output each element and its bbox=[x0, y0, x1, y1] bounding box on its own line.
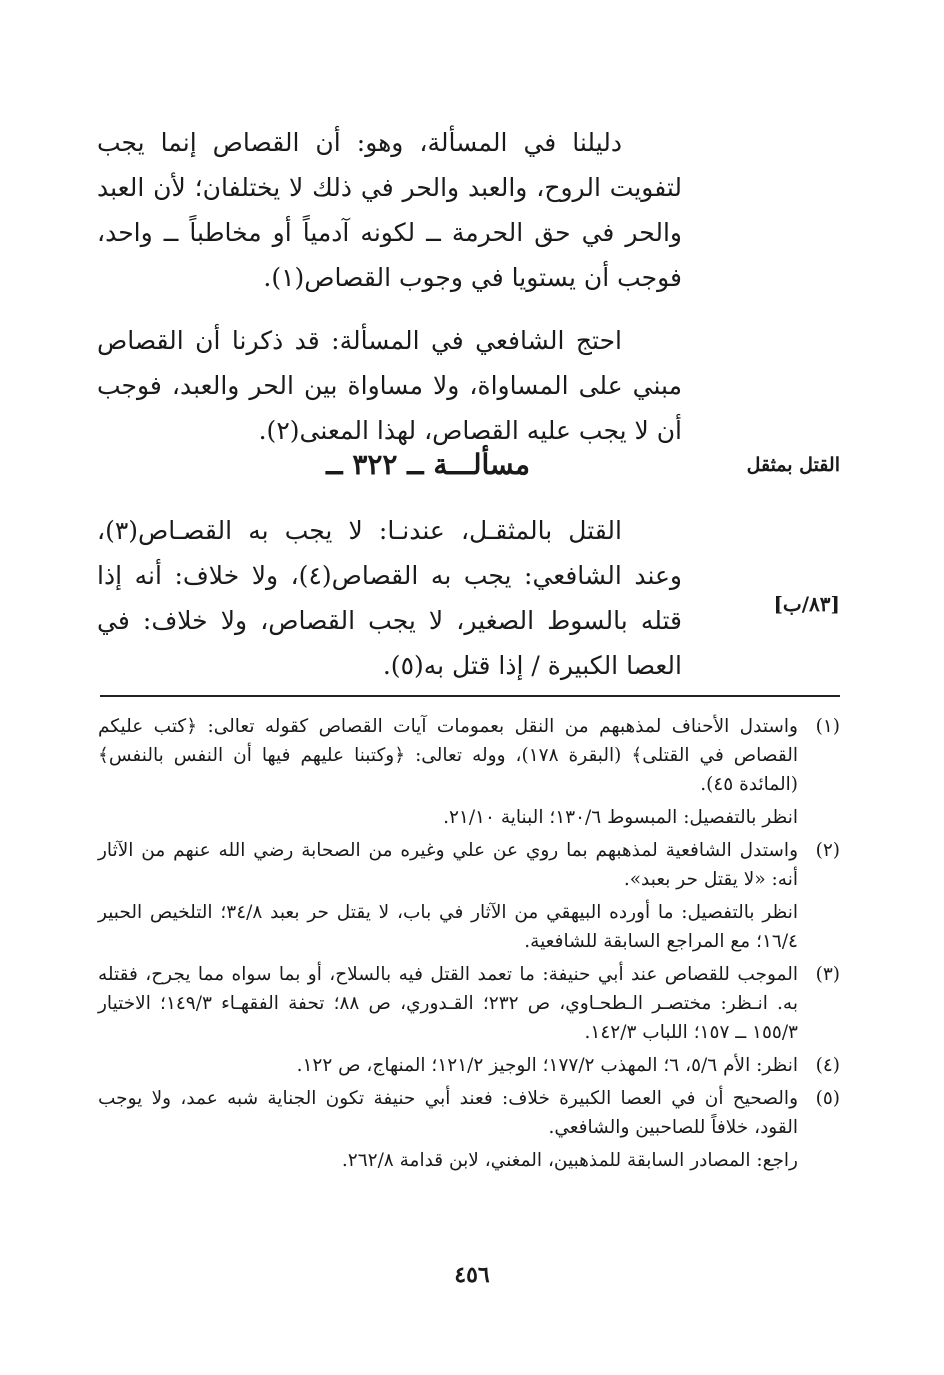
footnote bbox=[98, 1084, 840, 1142]
page-number-text: ٤٥٦ bbox=[454, 1262, 490, 1288]
footnote bbox=[98, 960, 840, 1047]
folio-marker: [٨٣/ب] bbox=[773, 592, 840, 616]
footnote-separator bbox=[100, 695, 840, 697]
paragraph-proof: دليلنا في المسألة، وهو: أن القصاص إنما يجب لتفويت الروح، والعبد والحر في ذلك لا يختلفان؛ لأن العبد والحر في حق الحرمة ــ لكونه آدمياً أو مخاطباً ــ واحد، فوجب أن يستويا في وجوب القصاص(١). bbox=[97, 128, 682, 292]
page-number bbox=[0, 1262, 944, 1288]
paragraph-killing-with-heavy-object: القتل بالمثقـل، عندنـا: لا يجب به القصـاص(٣)، وعند الشافعي: يجب به القصاص(٤)، ولا خلاف: أنه إذا قتله بالسوط الصغير، لا يجب القصاص، ولا خلاف: في العصا الكبيرة / إذا قتل به(٥). bbox=[97, 516, 683, 680]
footnote-number: (٢) bbox=[815, 840, 840, 861]
footnote-number: (١) bbox=[815, 716, 840, 737]
paragraph-shafii-argument: احتج الشافعي في المسألة: قد ذكرنا أن القصاص مبني على المساواة، ولا مساواة بين الحر والعبد، فوجب أن لا يجب عليه القصاص، لهذا المعنى(٢). bbox=[97, 326, 682, 445]
footnote-reference: انظر بالتفصيل: ما أورده البيهقي من الآثار في باب، لا يقتل حر بعبد ٣٤/٨؛ التلخيص الحبير ١٦/٤؛ مع المراجع السابقة للشافعية. bbox=[98, 902, 799, 952]
footnote-text: واستدل الأحناف لمذهبهم من النقل بعمومات آيات القصاص كقوله تعالى: ﴿كتب عليكم القصاص في القتلى﴾ (البقرة ١٧٨)، ووله تعالى: ﴿وكتبنا عليهم فيها أن النفس بالنفس﴾ (المائدة ٤٥). bbox=[98, 716, 798, 795]
footnote-text: انظر: الأم ٥/٦، ٦؛ المهذب ١٧٧/٢؛ الوجيز ١٢١/٢؛ المنهاج، ص ١٢٢. bbox=[296, 1055, 798, 1076]
footnote-text: الموجب للقصاص عند أبي حنيفة: ما تعمد القتل فيه بالسلاح، أو بما سواه مما يجرح، فقتله به. انـظر: مختصـر الـطحـاوي، ص ٢٣٢؛ القـدوري، ص ٨٨؛ تحفة الفقهـاء ١٤٩/٣؛ الاختيار ١٥٥/٣ ــ ١٥٧؛ اللباب ١٤٢/٣. bbox=[98, 964, 798, 1043]
footnote-reference: راجع: المصادر السابقة للمذهبين، المغني، لابن قدامة ٢٦٢/٨. bbox=[341, 1150, 798, 1171]
footnote bbox=[98, 1051, 840, 1080]
issue-heading: مسألـــة ــ ٣٢٢ ــ bbox=[326, 448, 530, 481]
footnote bbox=[98, 712, 840, 799]
footnotes bbox=[98, 712, 840, 1179]
issue-heading-row bbox=[98, 448, 840, 498]
footnote-number: (٥) bbox=[815, 1088, 840, 1109]
main-text-block bbox=[97, 120, 682, 453]
footnote-reference: انظر بالتفصيل: المبسوط ١٣٠/٦؛ البناية ٢١/١٠. bbox=[443, 807, 798, 828]
footnote bbox=[98, 836, 840, 894]
margin-note-topic: القتل بمثقل bbox=[746, 454, 840, 476]
footnote-number: (٤) bbox=[815, 1055, 840, 1076]
footnote-number: (٣) bbox=[815, 964, 840, 985]
issue-text-block bbox=[97, 508, 682, 688]
footnote-text: والصحيح أن في العصا الكبيرة خلاف: فعند أبي حنيفة تكون الجناية شبه عمد، ولا يوجب القود، خلافاً للصاحبين والشافعي. bbox=[98, 1088, 798, 1138]
footnote-text: واستدل الشافعية لمذهبهم بما روي عن علي وغيره من الصحابة رضي الله عنهم من الآثار أنه: «لا يقتل حر بعبد». bbox=[98, 840, 798, 890]
